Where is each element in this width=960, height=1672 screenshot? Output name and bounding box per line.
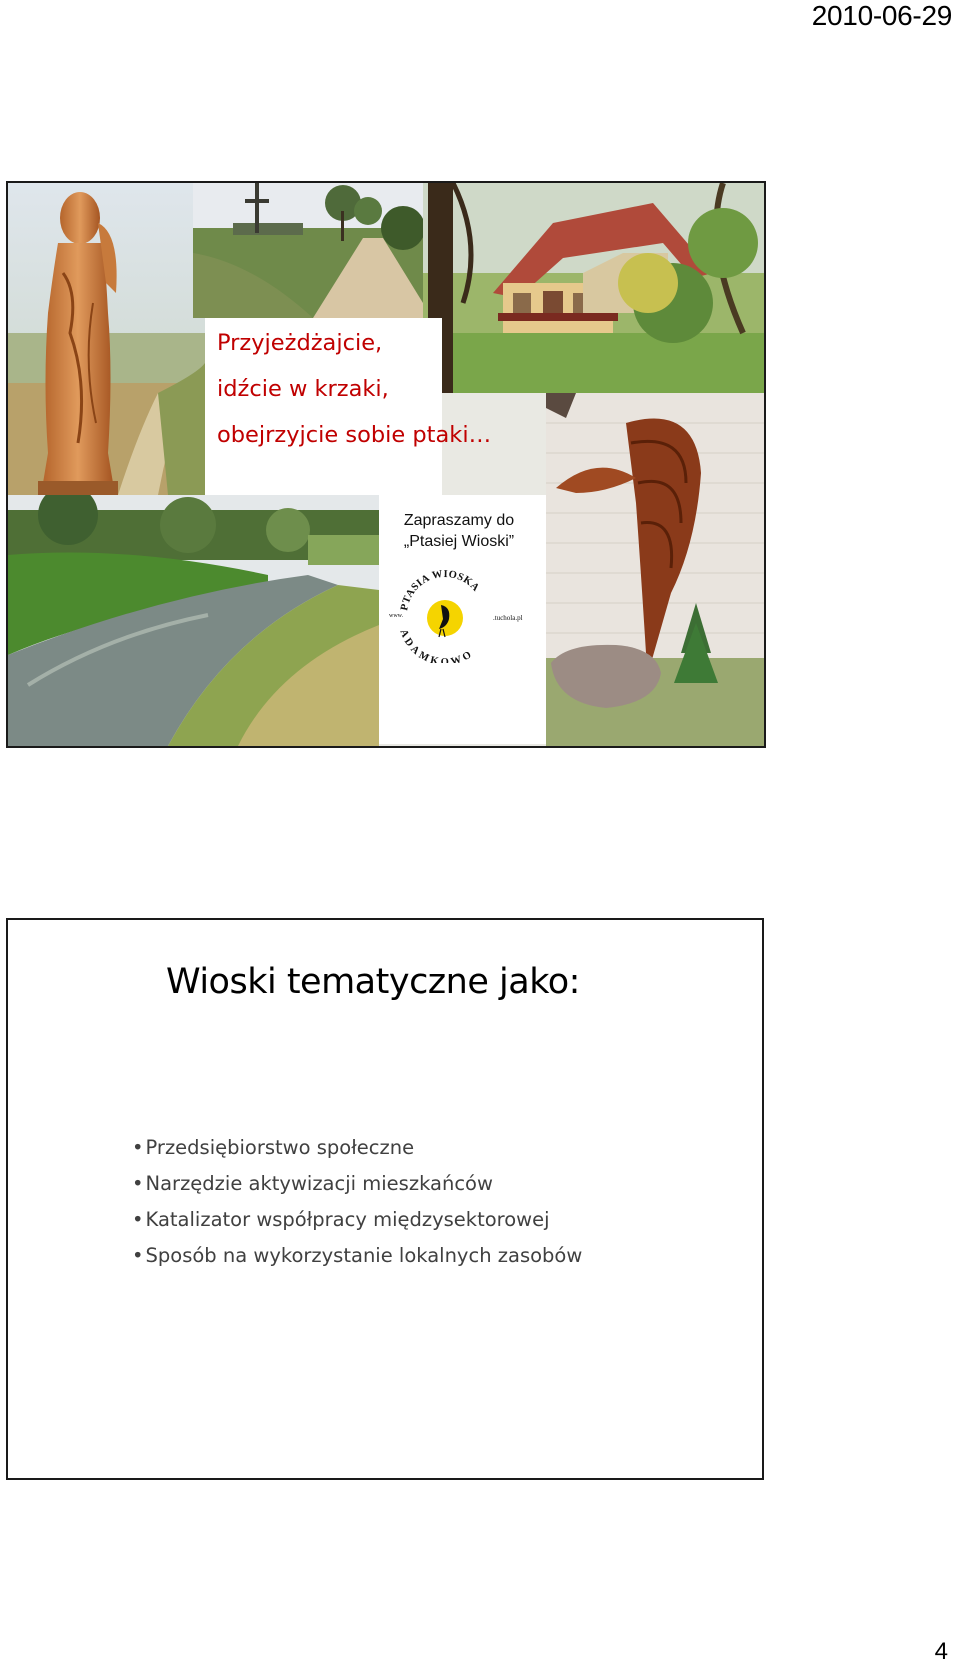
bullet-icon: • xyxy=(132,1136,144,1159)
list-item xyxy=(132,1130,582,1166)
logo-arc-text: PTASIA WIOSKA xyxy=(399,568,482,612)
logo-right-text: .tuchola.pl xyxy=(493,614,523,622)
list-item xyxy=(132,1238,582,1274)
invite-box xyxy=(379,495,546,744)
bullet-list xyxy=(132,1130,582,1274)
village-house-photo xyxy=(423,183,764,393)
bullet-icon: • xyxy=(132,1172,144,1195)
wooden-figure-photo xyxy=(8,183,205,495)
slide-collage xyxy=(6,181,766,748)
slide1-title-line-1: Przyjeżdżajcie, xyxy=(217,330,383,356)
page-number: 4 xyxy=(934,1638,948,1665)
page-date: 2010-06-29 xyxy=(811,0,952,31)
bullet-icon: • xyxy=(132,1244,144,1267)
slide2-title: Wioski tematyczne jako: xyxy=(166,962,580,1002)
bullet-text: Sposób na wykorzystanie lokalnych zasobów xyxy=(145,1244,583,1267)
slide-wioski-tematyczne xyxy=(6,918,764,1480)
bullet-icon: • xyxy=(132,1208,144,1231)
logo-left-text: www. xyxy=(389,613,404,619)
river-landscape-photo xyxy=(8,495,379,746)
bullet-text: Narzędzie aktywizacji mieszkańców xyxy=(145,1172,493,1195)
slide1-title-line-3: obejrzyjcie sobie ptaki… xyxy=(217,422,492,448)
bullet-text: Przedsiębiorstwo społeczne xyxy=(145,1136,415,1159)
bullet-text: Katalizator współpracy międzysektorowej xyxy=(145,1208,550,1231)
country-road-photo xyxy=(193,183,423,318)
slide1-title-line-2: idźcie w krzaki, xyxy=(217,376,389,402)
ptasia-wioska-logo xyxy=(385,563,545,663)
invite-line-1: Zapraszamy do xyxy=(403,512,515,529)
list-item xyxy=(132,1166,582,1202)
metal-sculpture-photo xyxy=(546,393,764,746)
list-item xyxy=(132,1202,582,1238)
logo-bottom-text: ADAMKOWO xyxy=(397,628,476,663)
invite-line-2: „Ptasiej Wioski” xyxy=(403,533,515,550)
slide1-title-box xyxy=(205,318,492,495)
